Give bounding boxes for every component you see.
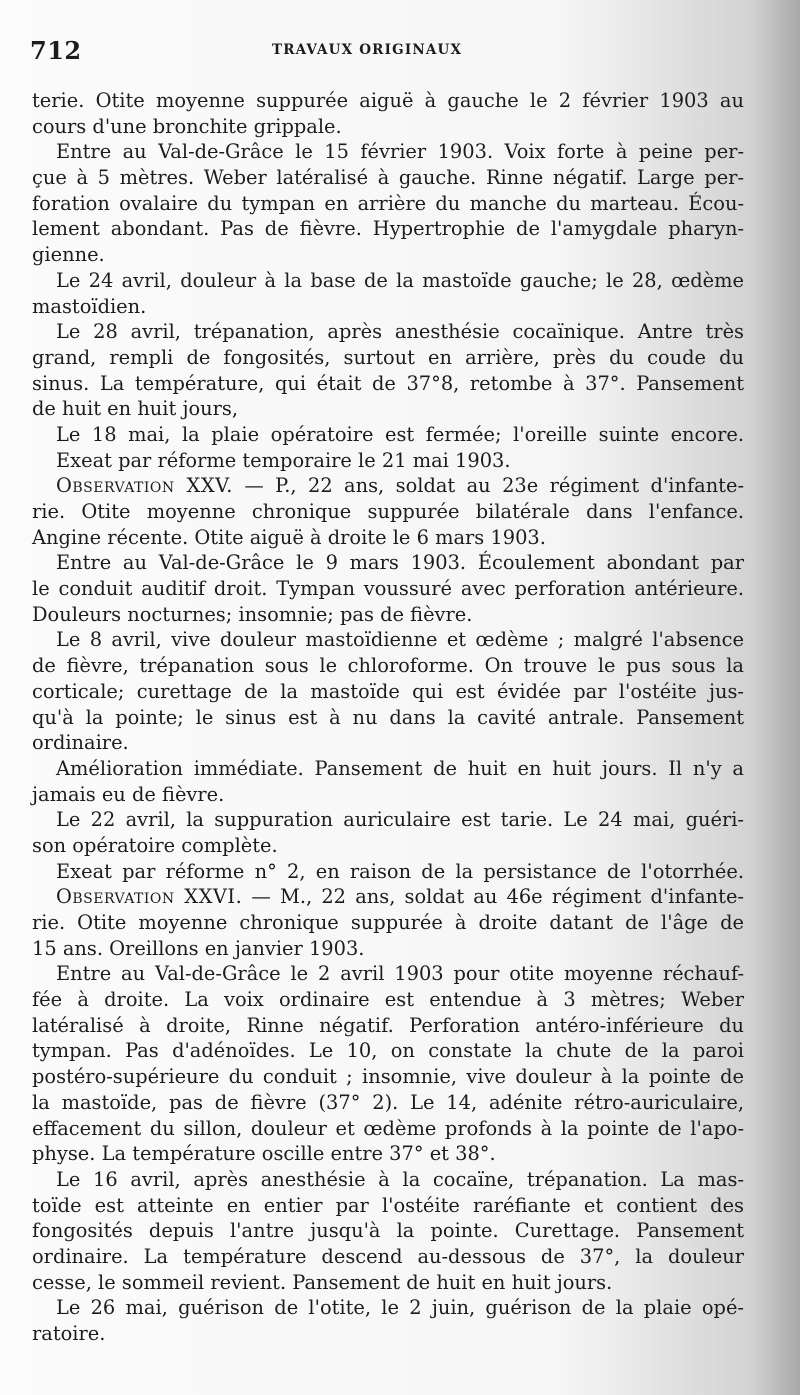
text-line: fongosités depuis l'antre jusqu'à la pointe. Curettage. Pansement <box>32 1219 744 1243</box>
text-line: toïde est atteinte en entier par l'ostéite raréfiante et contient des <box>32 1193 744 1217</box>
text-line: corticale; curettage de la mastoïde qui est évidée par l'ostéite jus- <box>32 679 744 703</box>
text-line: Entre au Val-de-Grâce le 15 février 1903. Voix forte à peine per- <box>56 140 744 164</box>
text-line: de fièvre, trépanation sous le chloroforme. On trouve le pus sous la <box>32 654 744 678</box>
text-line: Exeat par réforme temporaire le 21 mai 1903. <box>56 448 511 472</box>
text-line: terie. Otite moyenne suppurée aiguë à gauche le 2 février 1903 au <box>32 89 744 112</box>
text-line: ordinaire. La température descend au-dessous de 37°, la douleur <box>32 1244 744 1268</box>
observation-heading: Observation XXVI. <box>56 885 243 909</box>
text-line: cours d'une bronchite grippale. <box>32 114 342 138</box>
text-line: Le 28 avril, trépanation, après anesthésie cocaïnique. Antre très <box>56 320 744 344</box>
text-line: Entre au Val-de-Grâce le 2 avril 1903 pour otite moyenne réchauf- <box>56 962 744 986</box>
text-line: cesse, le sommeil revient. Pansement de huit en huit jours. <box>32 1270 613 1294</box>
text-line: Le 22 avril, la suppuration auriculaire est tarie. Le 24 mai, guéri- <box>56 808 744 832</box>
text-line: sinus. La température, qui était de 37°8, retombe à 37°. Pansement <box>32 371 744 395</box>
running-head: TRAVAUX ORIGINAUX <box>272 42 463 58</box>
text-line: tympan. Pas d'adénoïdes. Le 10, on constate la chute de la paroi <box>32 1039 744 1063</box>
text-line: Observation XXVI. — M., 22 ans, soldat au 46e régiment d'infante- <box>56 885 744 909</box>
text-line: Douleurs nocturnes; insomnie; pas de fièvre. <box>32 602 473 626</box>
text-line: ordinaire. <box>32 731 129 755</box>
page-header <box>0 36 800 68</box>
text-line: Le 16 avril, après anesthésie à la cocaïne, trépanation. La mas- <box>56 1167 744 1191</box>
text-line: jamais eu de fièvre. <box>32 782 225 806</box>
text-line: Observation XXV. — P., 22 ans, soldat au 23e régiment d'infante- <box>56 474 745 498</box>
text-line: 15 ans. Oreillons en janvier 1903. <box>32 936 365 960</box>
text-line: fée à droite. La voix ordinaire est entendue à 3 mètres; Weber <box>32 988 744 1012</box>
body-text <box>32 88 744 1347</box>
text-line: mastoïdien. <box>32 294 147 318</box>
text-line: Le 24 avril, douleur à la base de la mastoïde gauche; le 28, œdème <box>56 268 744 292</box>
text-line: qu'à la pointe; le sinus est à nu dans la cavité antrale. Pansement <box>32 705 744 729</box>
text-line: latéralisé à droite, Rinne négatif. Perforation antéro-inférieure du <box>32 1013 744 1037</box>
text-line: Le 8 avril, vive douleur mastoïdienne et œdème ; malgré l'absence <box>56 628 744 652</box>
text-line: rie. Otite moyenne chronique suppurée bilatérale dans l'enfance. <box>32 500 744 523</box>
text-line: ratoire. <box>32 1322 106 1345</box>
text-line: la mastoïde, pas de fièvre (37° 2). Le 14, adénite rétro-auriculaire, <box>32 1090 744 1114</box>
text-line: Exeat par réforme n° 2, en raison de la persistance de l'otorrhée. <box>56 859 744 883</box>
text-line: effacement du sillon, douleur et œdème profonds à la pointe de l'apo- <box>32 1116 744 1140</box>
text-line: Le 18 mai, la plaie opératoire est fermée; l'oreille suinte encore. <box>56 422 744 446</box>
text-line: Le 26 mai, guérison de l'otite, le 2 juin, guérison de la plaie opé- <box>56 1296 744 1320</box>
text-line: son opératoire complète. <box>32 833 278 857</box>
text-line: de huit en huit jours, <box>32 397 239 421</box>
text-line: rie. Otite moyenne chronique suppurée à droite datant de l'âge de <box>32 911 744 934</box>
text-line: physe. La température oscille entre 37° et 38°. <box>32 1142 496 1166</box>
text-line: çue à 5 mètres. Weber latéralisé à gauche. Rinne négatif. Large per- <box>32 166 744 190</box>
text-line: Entre au Val-de-Grâce le 9 mars 1903. Écoulement abondant par <box>56 551 744 575</box>
observation-heading: Observation XXV. <box>56 474 233 498</box>
text-line: lement abondant. Pas de fièvre. Hypertrophie de l'amygdale pharyn- <box>32 217 744 241</box>
text-line: grand, rempli de fongosités, surtout en arrière, près du coude du <box>32 345 744 369</box>
text-line: Angine récente. Otite aiguë à droite le 6 mars 1903. <box>32 525 546 549</box>
text-line: le conduit auditif droit. Tympan voussuré avec perforation antérieure. <box>32 577 744 601</box>
text-line: postéro-supérieure du conduit ; insomnie, vive douleur à la pointe de <box>32 1065 744 1089</box>
text-line: gienne. <box>32 243 105 267</box>
page-number: 712 <box>30 36 82 65</box>
text-line: foration ovalaire du tympan en arrière du manche du marteau. Écou- <box>32 191 744 215</box>
text-line: Amélioration immédiate. Pansement de huit en huit jours. Il n'y a <box>56 756 744 780</box>
